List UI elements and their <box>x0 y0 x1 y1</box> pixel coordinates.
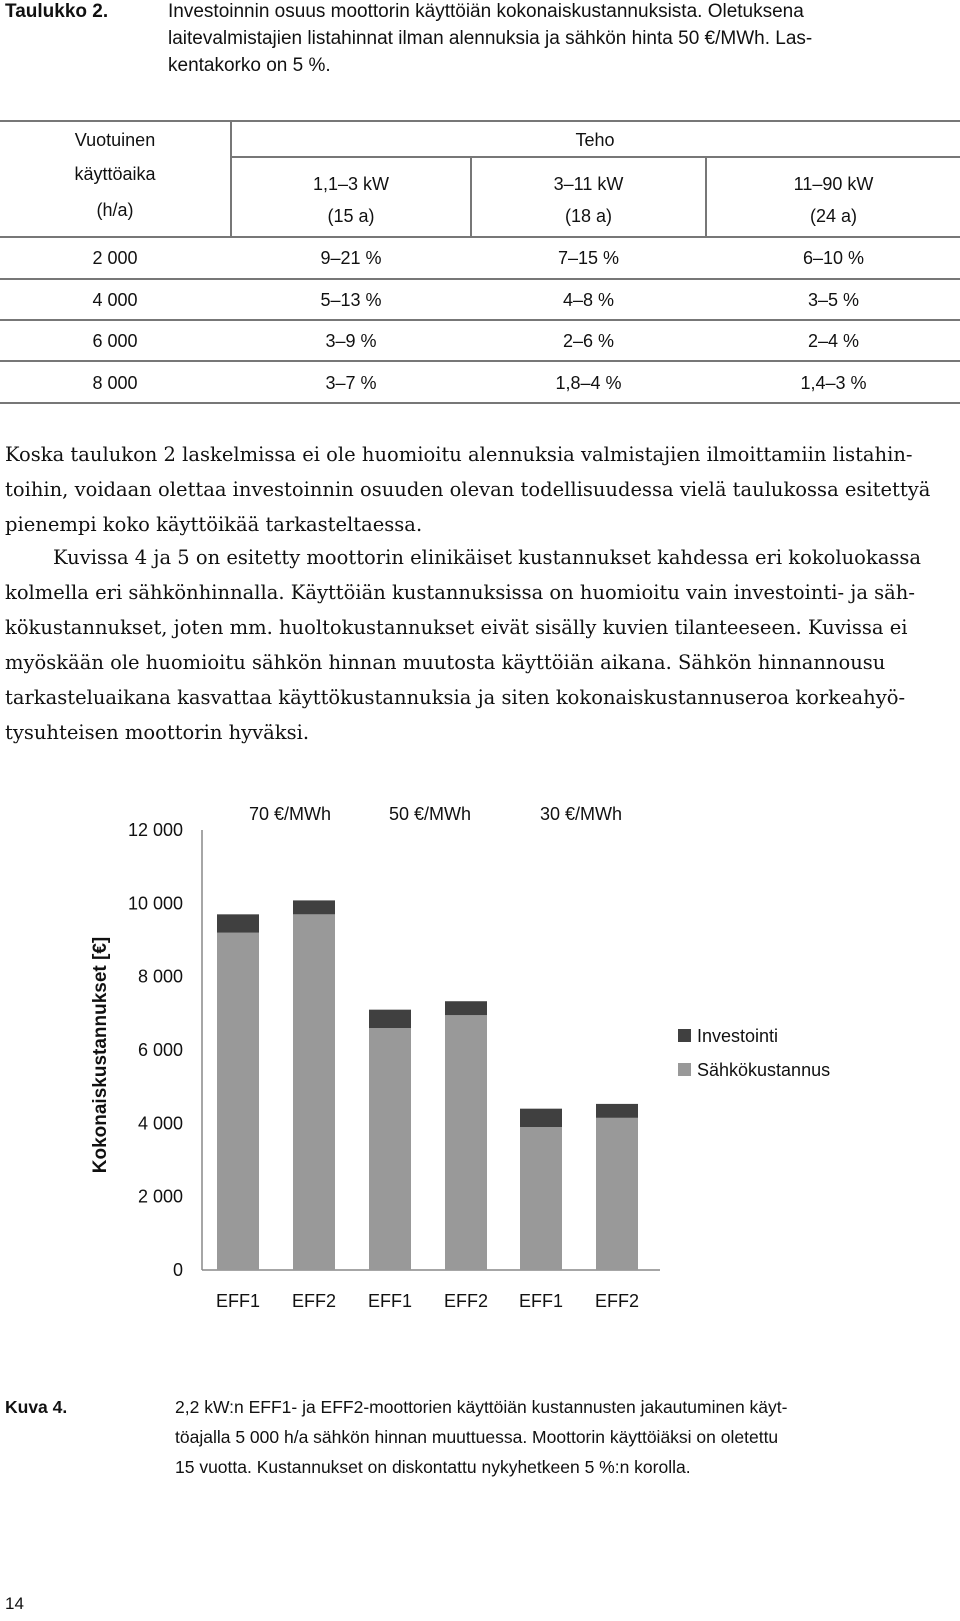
text-line: pienempi koko käyttöikää tarkasteltaessa. <box>5 513 423 536</box>
price-group-label: 70 €/MWh <box>248 804 332 824</box>
x-tick-label: EFF1 <box>518 1291 564 1311</box>
x-tick-label: EFF2 <box>443 1291 489 1311</box>
legend-swatch <box>678 1063 691 1076</box>
table-rule <box>0 319 960 321</box>
y-tick-label: 4 000 <box>137 1113 183 1134</box>
bars <box>217 900 638 1270</box>
bar-sähkökustannus <box>520 1127 562 1270</box>
table-cell: 9–21 % <box>320 248 382 268</box>
figure-caption-line: töajalla 5 000 h/a sähkön hinnan muuttuessa. Moottorin käyttöiäksi on oletettu <box>175 1427 779 1447</box>
bar-investointi <box>369 1010 411 1028</box>
row-header-line: Vuotuinen <box>74 130 156 150</box>
y-tick-label: 12 000 <box>127 820 183 840</box>
text-line: kökustannukset, joten mm. huoltokustannukset eivät sisälly kuvien tilanteeseen. Kuvissa ei <box>5 616 908 639</box>
y-axis-label: Kokonaiskustannukset [€] <box>90 936 111 1174</box>
legend-label: Investointi <box>697 1026 779 1046</box>
table-rule <box>0 236 960 238</box>
table-rule <box>230 156 960 158</box>
group-header: Teho <box>575 130 615 150</box>
table-cell: 5–13 % <box>320 290 382 310</box>
text-line: tarkasteluaikana kasvattaa käyttökustannuksia ja siten kokonaiskustannuseroa korkeahyö- <box>5 686 906 709</box>
bar-investointi <box>217 914 259 932</box>
x-tick-label: EFF2 <box>291 1291 337 1311</box>
table-cell: 6–10 % <box>802 248 865 268</box>
plot-area <box>202 830 660 1270</box>
bar-investointi <box>445 1001 487 1015</box>
bar-sähkökustannus <box>445 1015 487 1270</box>
bar-sähkökustannus <box>596 1118 638 1270</box>
table-rule <box>0 360 960 362</box>
table-caption-line: kentakorko on 5 %. <box>168 55 331 76</box>
column-power: 1,1–3 kW <box>312 174 390 194</box>
y-tick-label: 0 <box>172 1260 183 1280</box>
x-tick-labels <box>216 1291 639 1311</box>
page-number: 14 <box>5 1594 24 1613</box>
table-cell: 7–15 % <box>557 248 620 268</box>
text-line: Koska taulukon 2 laskelmissa ei ole huomioitu alennuksia valmistajien ilmoittamiin listahin- <box>5 443 913 466</box>
table-cell: 1,8–4 % <box>555 373 622 393</box>
price-group-label: 30 €/MWh <box>539 804 623 824</box>
price-group-label: 50 €/MWh <box>388 804 472 824</box>
cost-chart <box>0 800 960 1320</box>
table-cell: 3–7 % <box>325 373 377 393</box>
row-hours: 2 000 <box>92 248 138 268</box>
row-hours: 8 000 <box>92 373 138 393</box>
row-hours: 4 000 <box>92 290 138 310</box>
legend-swatch <box>678 1029 691 1042</box>
y-tick-labels <box>128 820 183 1280</box>
y-tick-label: 10 000 <box>127 893 183 914</box>
column-power: 11–90 kW <box>793 174 874 194</box>
y-tick-label: 6 000 <box>137 1040 183 1060</box>
table-cell: 2–4 % <box>807 331 860 351</box>
table-caption-line: laitevalmistajien listahinnat ilman alennuksia ja sähkön hinta 50 €/MWh. Las- <box>168 28 813 49</box>
figure-caption-line: 15 vuotta. Kustannukset on diskontattu nykyhetkeen 5 %:n korolla. <box>175 1457 691 1477</box>
row-header-line: käyttöaika <box>74 164 156 184</box>
x-tick-label: EFF2 <box>594 1291 640 1311</box>
text-line: Kuvissa 4 ja 5 on esitetty moottorin elinikäiset kustannukset kahdessa eri kokoluokassa <box>53 546 921 569</box>
bar-sähkökustannus <box>217 933 259 1270</box>
text-line: myöskään ole huomioitu sähkön hinnan muutosta käyttöiän aikana. Sähkön hinnannousu <box>5 651 886 674</box>
legend <box>678 1026 830 1080</box>
y-tick-label: 8 000 <box>137 966 183 987</box>
text-line: toihin, voidaan olettaa investoinnin osuuden olevan todellisuudessa vielä taulukossa esitettyä <box>5 478 931 501</box>
y-tick-label: 2 000 <box>137 1186 183 1207</box>
bar-sähkökustannus <box>369 1028 411 1270</box>
bar-sähkökustannus <box>293 914 335 1270</box>
x-tick-label: EFF1 <box>367 1291 413 1311</box>
table-rule <box>0 120 960 122</box>
column-life: (15 a) <box>327 206 375 226</box>
table-cell: 4–8 % <box>562 290 615 310</box>
text-line: kolmella eri sähkönhinnalla. Käyttöiän kustannuksissa on huomioitu vain investointi- ja säh- <box>5 581 915 604</box>
bar-investointi <box>520 1109 562 1127</box>
table-caption-label: Taulukko 2. <box>5 1 109 22</box>
table-cell: 1,4–3 % <box>800 373 867 393</box>
text-line: tysuhteisen moottorin hyväksi. <box>5 721 310 744</box>
bar-investointi <box>293 900 335 914</box>
column-power: 3–11 kW <box>553 174 624 194</box>
bar-investointi <box>596 1104 638 1118</box>
table-cell: 3–9 % <box>325 331 377 351</box>
figure-caption-line: 2,2 kW:n EFF1- ja EFF2-moottorien käyttöiän kustannusten jakautuminen käyt- <box>175 1397 788 1417</box>
group-labels <box>249 804 622 824</box>
table-rule <box>0 402 960 404</box>
row-hours: 6 000 <box>92 331 138 351</box>
table-rule <box>0 278 960 280</box>
paragraph-2 <box>5 540 955 750</box>
row-header-line: (h/a) <box>96 200 134 220</box>
column-life: (18 a) <box>564 206 613 226</box>
column-life: (24 a) <box>809 206 858 226</box>
paragraph-1 <box>5 437 955 542</box>
figure-caption-label: Kuva 4. <box>5 1397 68 1417</box>
table-cell: 2–6 % <box>562 331 615 351</box>
x-tick-label: EFF1 <box>215 1291 261 1311</box>
table-caption-line: Investoinnin osuus moottorin käyttöiän kokonaiskustannuksista. Oletuksena <box>168 1 804 22</box>
table-cell: 3–5 % <box>807 290 860 310</box>
legend-label: Sähkökustannus <box>697 1060 831 1080</box>
